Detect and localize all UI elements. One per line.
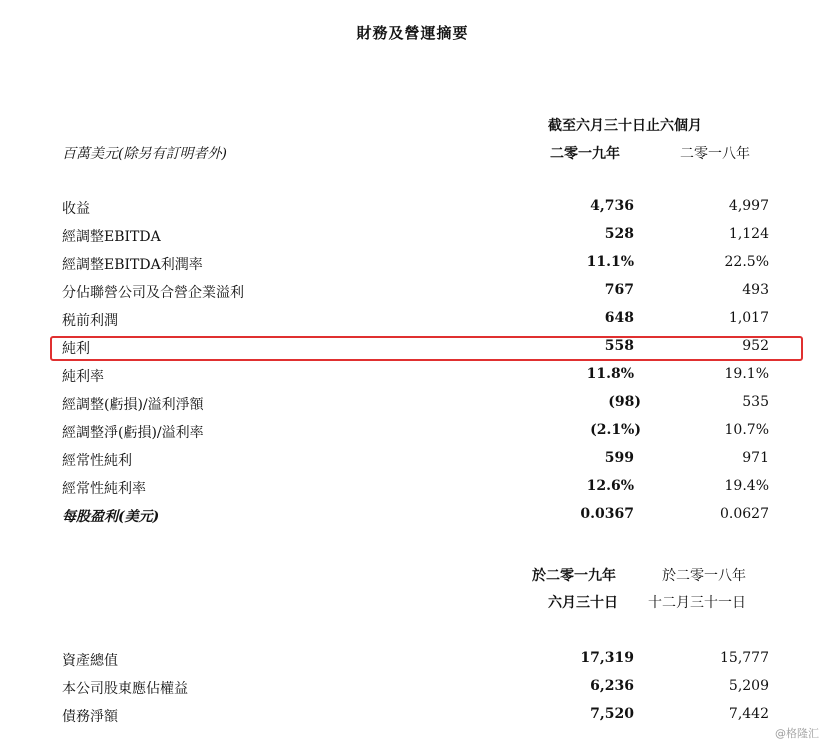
value-2018: 1,124: [728, 226, 769, 242]
row-label: 經調整(虧損)/溢利淨額: [62, 397, 204, 413]
row-label: 税前利潤: [62, 313, 118, 329]
value-2019: 11.8%: [586, 366, 634, 382]
value-2018: 971: [742, 450, 769, 466]
period-header: 截至六月三十日止六個月: [548, 118, 702, 134]
value-2019: 12.6%: [586, 478, 634, 494]
value-2019: 7,520: [590, 706, 634, 722]
table-row-eps: [62, 506, 772, 532]
table-row-share-of-profits: [62, 282, 772, 308]
value-2019: 6,236: [590, 678, 634, 694]
value-2019: 599: [604, 450, 634, 466]
value-2018: 10.7%: [724, 422, 769, 438]
value-2018: 493: [742, 282, 769, 298]
row-label: 經調整EBITDA: [62, 229, 161, 245]
row-label: 純利率: [62, 369, 104, 385]
row-label: 經調整EBITDA利潤率: [62, 257, 203, 273]
table-row-total-assets: [62, 650, 772, 676]
value-2019: (2.1%): [590, 422, 641, 438]
row-label: 每股盈利(美元): [62, 509, 160, 525]
row-label: 資產總值: [62, 653, 118, 669]
value-2019: 17,319: [580, 650, 634, 666]
value-2018: 4,997: [728, 198, 769, 214]
balance-header-2019-line1: 於二零一九年: [532, 568, 616, 584]
table-row-adjusted-net-margin: [62, 422, 772, 448]
balance-header-2019-line2: 六月三十日: [548, 595, 618, 611]
row-label: 經調整淨(虧損)/溢利率: [62, 425, 204, 441]
table-row-net-debt: [62, 706, 772, 732]
watermark: @格隆汇: [775, 727, 819, 740]
table-row-adjusted-ebitda-margin: [62, 254, 772, 280]
value-2018: 5,209: [728, 678, 769, 694]
table-row-net-profit-margin: [62, 366, 772, 392]
value-2019: 558: [604, 338, 634, 354]
net-profit-highlight-box: [50, 336, 803, 361]
table-row-profit-before-tax: [62, 310, 772, 336]
balance-header-2018-line2: 十二月三十一日: [648, 595, 746, 611]
value-2018: 535: [742, 394, 769, 410]
value-2018: 22.5%: [724, 254, 769, 270]
row-label: 經常性純利率: [62, 481, 146, 497]
value-2019: 528: [604, 226, 634, 242]
value-2019: 767: [604, 282, 634, 298]
row-label: 收益: [62, 201, 90, 217]
table-row-recurring-net-margin: [62, 478, 772, 504]
table-row-adjusted-ebitda: [62, 226, 772, 252]
value-2019: 0.0367: [580, 506, 634, 522]
row-label: 本公司股東應佔權益: [62, 681, 188, 697]
value-2018: 15,777: [720, 650, 769, 666]
unit-label: 百萬美元(除另有訂明者外): [62, 146, 227, 162]
value-2019: 648: [604, 310, 634, 326]
table-row-adjusted-net-profit: [62, 394, 772, 420]
value-2018: 19.4%: [724, 478, 769, 494]
value-2018: 19.1%: [724, 366, 769, 382]
row-label: 經常性純利: [62, 453, 132, 469]
value-2019: 11.1%: [586, 254, 634, 270]
balance-header-2018-line1: 於二零一八年: [662, 568, 746, 584]
row-label: 純利: [62, 341, 90, 357]
value-2018: 1,017: [728, 310, 769, 326]
column-header-2018: 二零一八年: [680, 146, 750, 162]
value-2018: 7,442: [728, 706, 769, 722]
page-title: 財務及營運摘要: [356, 24, 469, 42]
column-header-2019: 二零一九年: [550, 146, 620, 162]
value-2018: 952: [742, 338, 769, 354]
table-row-recurring-net-profit: [62, 450, 772, 476]
row-label: 債務淨額: [62, 709, 118, 725]
row-label: 分佔聯營公司及合營企業溢利: [62, 285, 244, 301]
table-row-shareholders-equity: [62, 678, 772, 704]
value-2019: 4,736: [590, 198, 634, 214]
table-row-revenue: [62, 198, 772, 224]
value-2018: 0.0627: [720, 506, 769, 522]
value-2019: (98): [608, 394, 641, 410]
